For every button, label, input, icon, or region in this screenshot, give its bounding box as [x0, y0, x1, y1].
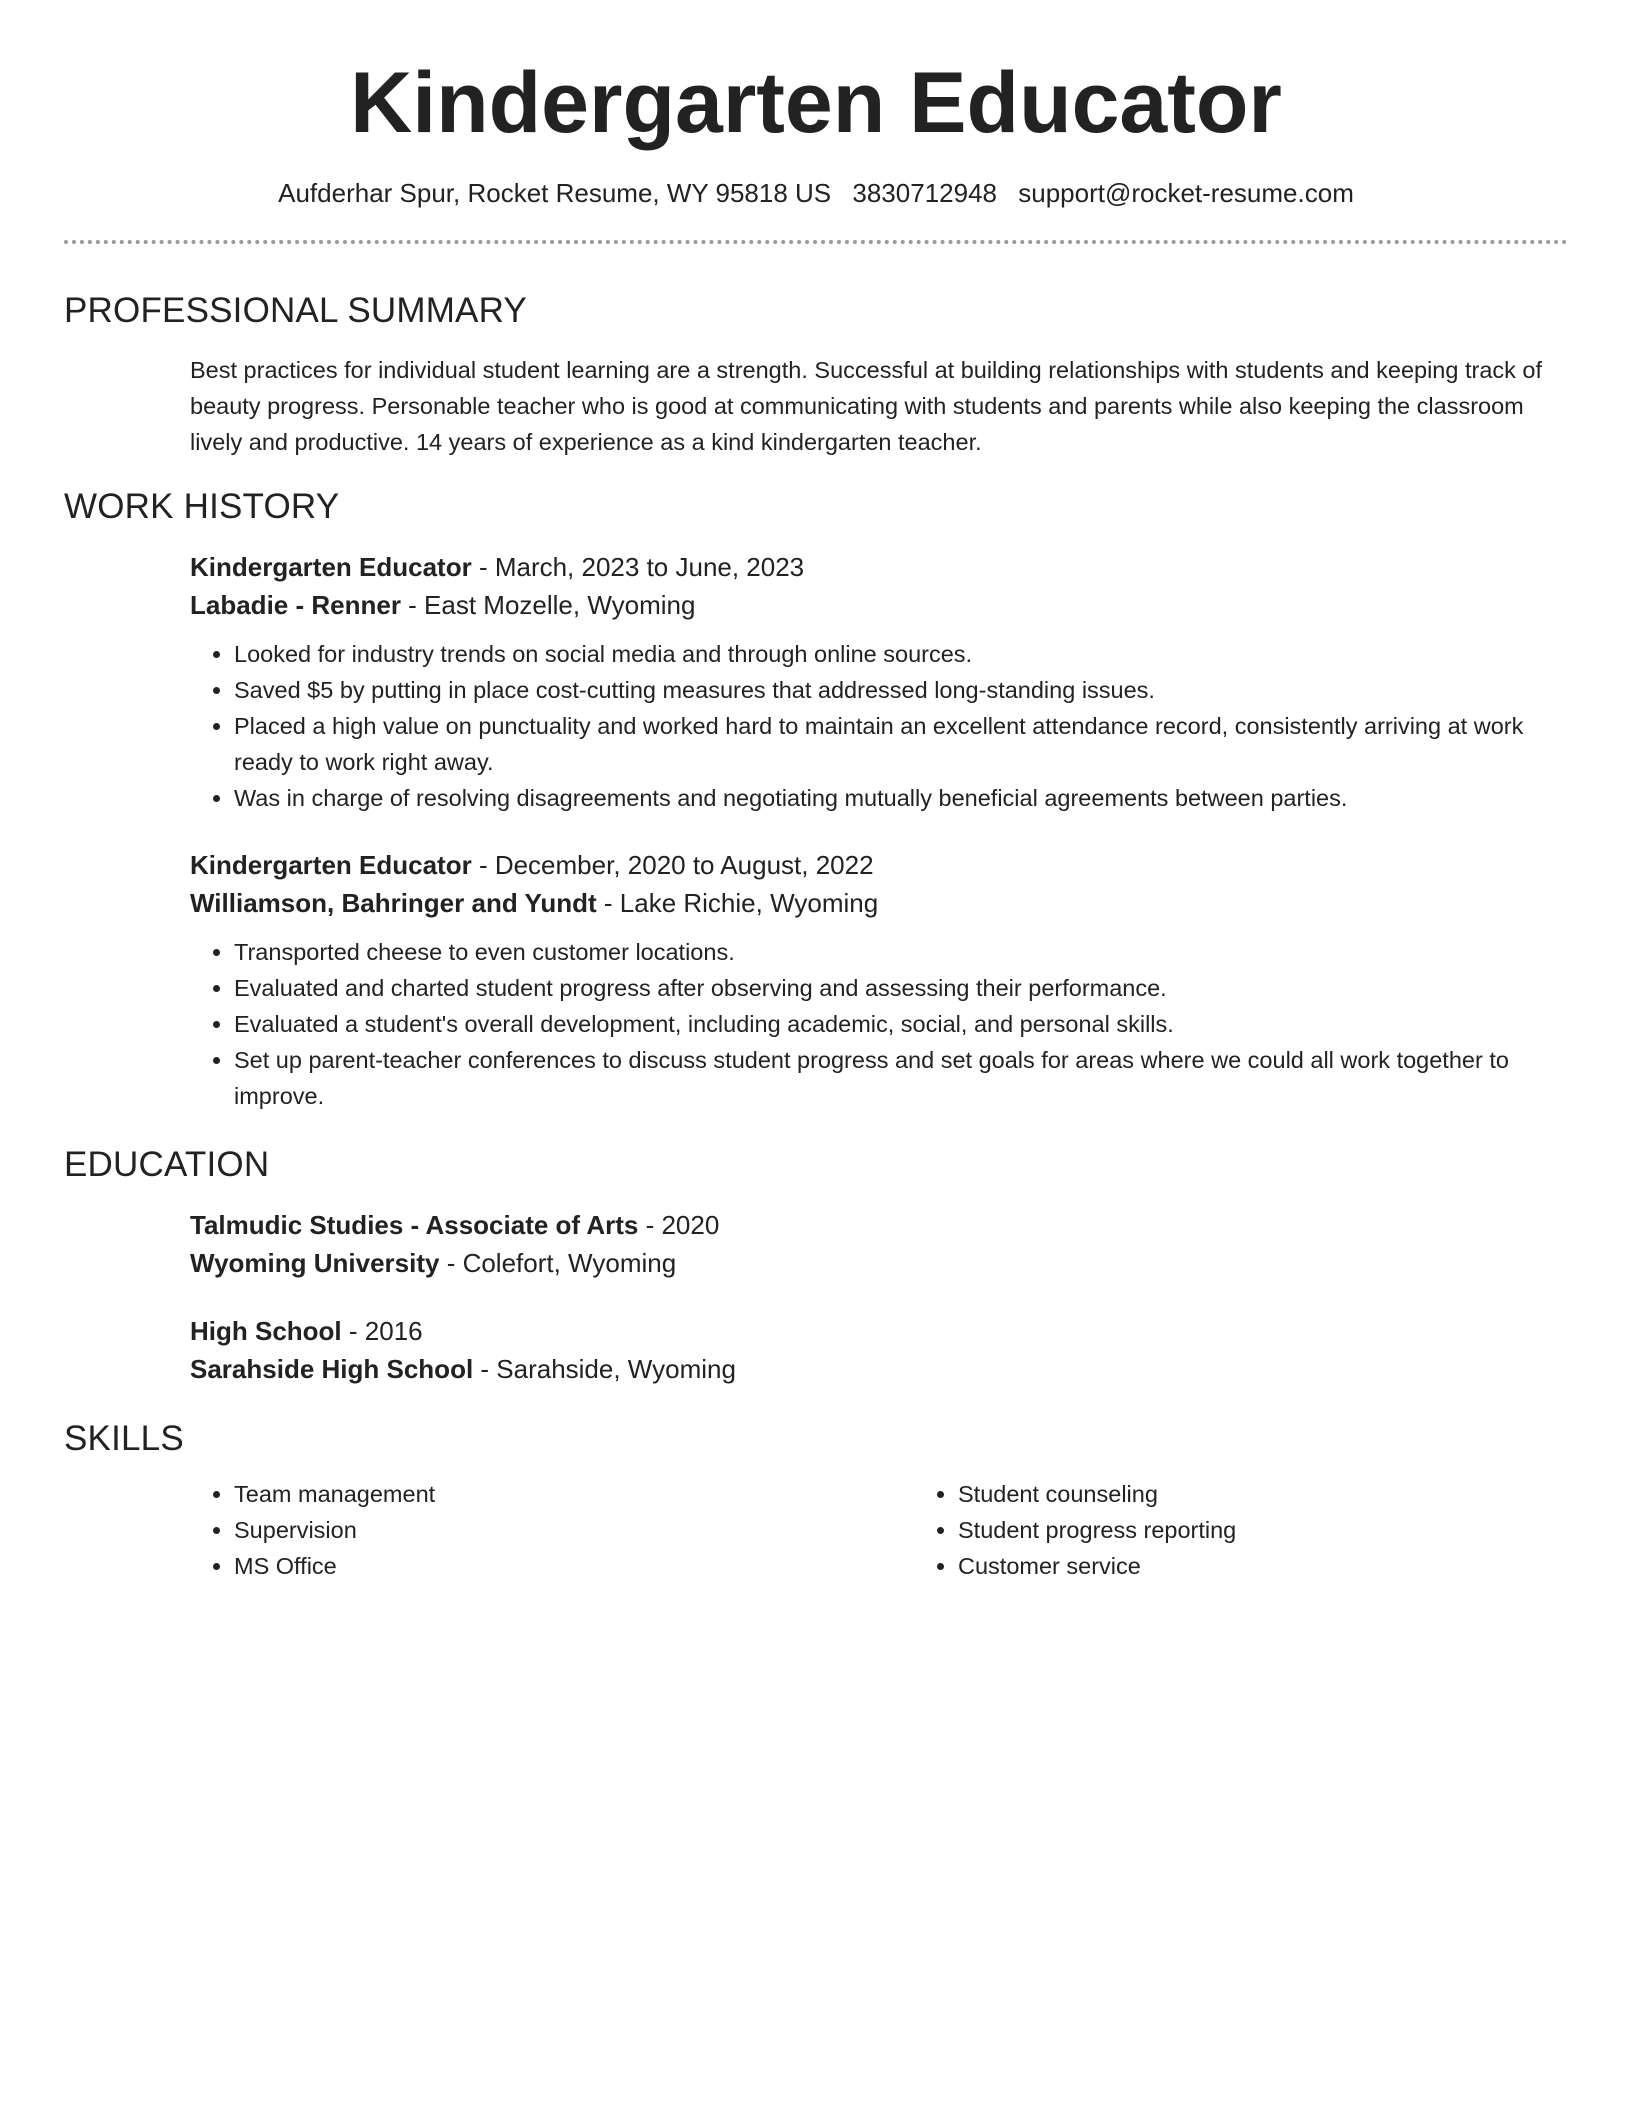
degree-line: [190, 1206, 1568, 1244]
school-line: [190, 1350, 1568, 1388]
degree-year: - 2020: [638, 1210, 720, 1241]
skill-item: • Student counseling: [958, 1476, 1558, 1512]
job-company-line: [190, 586, 1568, 624]
skills-heading: SKILLS: [64, 1419, 184, 1459]
degree-name: Talmudic Studies - Associate of Arts: [190, 1210, 639, 1241]
job-entry: [190, 548, 1568, 816]
contact-line: [64, 177, 1568, 211]
job-role: Kindergarten Educator: [190, 850, 472, 881]
job-title-line: [190, 846, 1568, 884]
skills-list-right: [914, 1476, 1558, 1584]
school-location: - Sarahside, Wyoming: [473, 1354, 736, 1385]
education-entry: [190, 1206, 1568, 1282]
contact-email: support@rocket-resume.com: [1018, 177, 1354, 208]
job-company-line: [190, 884, 1568, 922]
job-location: - Lake Richie, Wyoming: [596, 888, 879, 919]
skill-item: • MS Office: [234, 1548, 914, 1584]
contact-phone: 3830712948: [852, 177, 997, 208]
job-title-line: [190, 548, 1568, 586]
degree-name: High School: [190, 1316, 342, 1347]
job-location: - East Mozelle, Wyoming: [400, 590, 696, 621]
education-heading: EDUCATION: [64, 1145, 270, 1185]
degree-year: - 2016: [341, 1316, 423, 1347]
summary-section: [64, 290, 1568, 460]
skill-item: • Student progress reporting: [958, 1512, 1558, 1548]
skills-grid: [190, 1476, 1568, 1584]
skill-item: • Team management: [234, 1476, 914, 1512]
candidate-name: Kindergarten Educator: [350, 55, 1282, 151]
list-item: • Looked for industry trends on social media and through online sources.: [234, 636, 1568, 672]
skills-list-left: [190, 1476, 914, 1584]
job-company: Williamson, Bahringer and Yundt: [190, 888, 597, 919]
summary-heading: PROFESSIONAL SUMMARY: [64, 291, 527, 331]
school-location: - Colefort, Wyoming: [439, 1248, 677, 1279]
list-item: • Saved $5 by putting in place cost-cutting measures that addressed long-standing issues.: [234, 672, 1568, 708]
skill-item: • Customer service: [958, 1548, 1558, 1584]
job-bullets: [190, 636, 1568, 816]
header-divider: [64, 240, 1568, 244]
education-section: [64, 1144, 1568, 1388]
summary-text: Best practices for individual student learning are a strength. Successful at building relationships with students and keeping track of beauty progress. Personable teacher who is good at communicating with students and parents while also keeping the classroom lively and productive. 14 years of experience as a kind kindergarten teacher.: [190, 357, 1543, 456]
job-dates: - March, 2023 to June, 2023: [471, 552, 805, 583]
list-item: • Set up parent-teacher conferences to discuss student progress and set goals for areas where we could all work together to improve.: [234, 1042, 1568, 1114]
contact-address: Aufderhar Spur, Rocket Resume, WY 95818 US: [278, 177, 832, 208]
list-item: • Was in charge of resolving disagreements and negotiating mutually beneficial agreements between parties.: [234, 780, 1568, 816]
job-dates: - December, 2020 to August, 2022: [471, 850, 874, 881]
degree-line: [190, 1312, 1568, 1350]
list-item: • Transported cheese to even customer locations.: [234, 934, 1568, 970]
list-item: • Placed a high value on punctuality and worked hard to maintain an excellent attendance record, consistently arriving at work ready to work right away.: [234, 708, 1568, 780]
job-company: Labadie - Renner: [190, 590, 401, 621]
job-role: Kindergarten Educator: [190, 552, 472, 583]
school-name: Wyoming University: [190, 1248, 440, 1279]
list-item: • Evaluated and charted student progress after observing and assessing their performance.: [234, 970, 1568, 1006]
work-history-heading: WORK HISTORY: [64, 487, 340, 527]
job-bullets: [190, 934, 1568, 1114]
skill-item: • Supervision: [234, 1512, 914, 1548]
resume-header: [64, 0, 1568, 210]
job-entry: [190, 846, 1568, 1114]
list-item: • Evaluated a student's overall development, including academic, social, and personal skills.: [234, 1006, 1568, 1042]
work-history-section: [64, 486, 1568, 1114]
skills-section: [64, 1418, 1568, 1584]
school-name: Sarahside High School: [190, 1354, 474, 1385]
school-line: [190, 1244, 1568, 1282]
education-entry: [190, 1312, 1568, 1388]
